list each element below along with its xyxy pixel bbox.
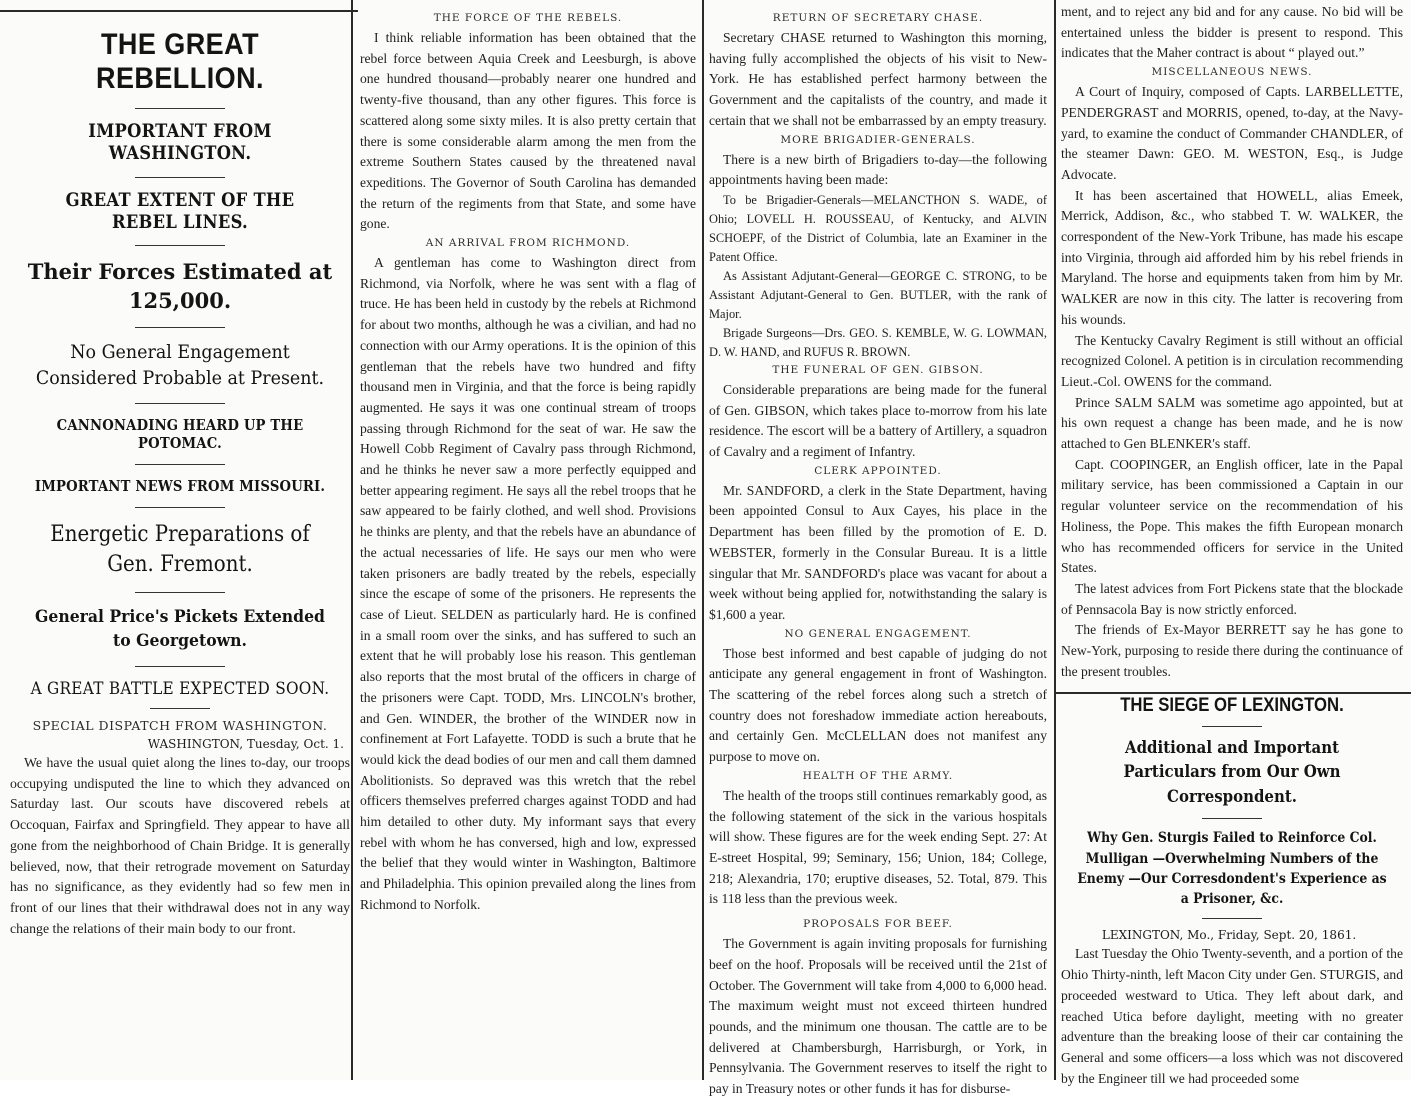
section-subhead: AN ARRIVAL FROM RICHMOND. [425, 237, 631, 250]
headline-divider [1202, 726, 1262, 727]
article-paragraph: The health of the troops still continues remarkably good, as the following statement of the sick in the various hospitals will show. These figures are for the week ending Sept. 27: At E-street Hospital, 99; Seminary, 156; Union, 184; College, 218; Alexandria, 170; eruptive diseases, 52. Total, 879. This is 118 less than the previous week. [709, 787, 1047, 907]
lexington-subheadline: Additional and Important Particulars from Our Own Correspondent. [1123, 737, 1341, 807]
article-paragraph: It has been ascertained that HOWELL, alias Emeek, Merrick, Addison, &c., who stabbed T. W. WALKER, the correspondent of the New-York Tribune, has made his escape into Virginia, through aid afforded him by his rebel friends in Maryland. The horse and equipments taken from him by Mr. WALKER are now in this city. The latter is recovering from his wounds. [1061, 187, 1403, 327]
section-subhead: MORE BRIGADIER-GENERALS. [780, 133, 976, 146]
dateline: LEXINGTON, Mo., Friday, Sept. 20, 1861. [1101, 928, 1357, 943]
dateline: WASHINGTON, Tuesday, Oct. 1. [147, 737, 344, 751]
article-paragraph: Brigade Surgeons—Drs. GEO. S. KEMBLE, W. G. LOWMAN, D. W. HAND, and RUFUS R. BROWN. [709, 325, 1047, 359]
article-paragraph: To be Brigadier-Generals—MELANCTHON S. WADE, of Ohio; LOVELL H. ROUSSEAU, of Kentucky, and ALVIN SCHOEPF, of the District of Columbia, late an Examiner in the Patent Office. [709, 192, 1047, 264]
article-paragraph: There is a new birth of Brigadiers to-day—the following appointments having been made: [709, 151, 1047, 188]
headline-divider [135, 592, 225, 593]
lexington-deck: Why Gen. Sturgis Failed to Reinforce Col. Mulligan —Overwhelming Numbers of the Enemy —Our Corresdondent's Experience as a Prisoner, &c. [1077, 830, 1387, 908]
column-1 [0, 0, 358, 1080]
section-subhead: NO GENERAL ENGAGEMENT. [784, 627, 972, 640]
headline-divider [135, 464, 225, 465]
article-paragraph: Last Tuesday the Ohio Twenty-seventh, and a portion of the Ohio Thirty-ninth, left Macon City under Gen. STURGIS, and proceeded westward to Utica. They left about dark, and reached Utica before daylight, meeting with no greater adventure than the breaking loose of their car containing the General and some officers—a loss which was not discovered by the Engineer till we had proceeded some [1061, 946, 1403, 1086]
headline-divider [1202, 818, 1262, 819]
section-subhead: RETURN OF SECRETARY CHASE. [772, 12, 984, 24]
headline-engagement: No General Engagement Considered Probable at Present. [35, 341, 325, 389]
article-paragraph: Secretary CHASE returned to Washington this morning, having fully accomplished the objects of his visit to New-York. He has established perfect harmony between the Government and the capitalists of the country, and made it certain that we shall not be embarrassed by an empty treasury. [709, 30, 1047, 128]
headline-divider [135, 108, 225, 109]
article-paragraph: The latest advices from Fort Pickens state that the blockade of Pennsacola Bay is now strictly enforced. [1061, 580, 1403, 617]
section-subhead: THE FUNERAL OF GEN. GIBSON. [772, 363, 984, 376]
section-subhead: THE FORCE OF THE REBELS. [433, 12, 623, 24]
article-paragraph: We have the usual quiet along the lines to-day, our troops occupying undisputed the line to which they advanced on Saturday last. Our scouts have discovered rebels at Occoquan, Fairfax and Springfield. They appear to have all gone from the neighborhood of Chain Bridge. It is generally believed, now, that their retrograde movement on Saturday has no significance, as they evidently had so few men in front of our lines that their withdrawal does not in any way change the relations of their main body to our front. [10, 755, 350, 936]
headline-forces: Their Forces Estimated at 125,000. [27, 259, 333, 313]
column-3 [703, 0, 1055, 1097]
article-paragraph: A Court of Inquiry, composed of Capts. LARBELLETTE, PENDERGRAST and MORRIS, opened, to-day, at the Navy-yard, to examine the conduct of Commander CHANDLER, of the steamer Dawn: GEO. M. WESTON, Esq., is Judge Advocate. [1061, 84, 1403, 182]
headline-price: General Price's Pickets Extended to Georgetown. [35, 606, 325, 652]
headline-great-battle: A GREAT BATTLE EXPECTED SOON. [30, 679, 330, 699]
headline-rebel-lines: GREAT EXTENT OF THE REBEL LINES. [65, 188, 295, 233]
headline-washington: IMPORTANT FROM WASHINGTON. [88, 120, 272, 164]
article-paragraph: I think reliable information has been obtained that the rebel force between Aquia Creek and Leesburgh, is above one hundred thousand—probably nearer one hundred and twenty-five thousand, than any other figures. This force is scattered along some sixty miles. It is also pretty certain that there is some considerable alarm among the men from the extreme Southern States caused by the threatened naval expeditions. The Governor of South Carolina has demanded the return of the regiments from that State, and some have gone. [360, 30, 696, 232]
headline-missouri: IMPORTANT NEWS FROM MISSOURI. [34, 477, 326, 496]
article-paragraph: Mr. SANDFORD, a clerk in the State Department, having been appointed Consul to Aux Cayes, his place in the Department has been filled by the promotion of E. D. WEBSTER, formerly in the Consular Bureau. It is a little singular that Mr. SANDFORD's place was vacant for about a week without being applied for, notwithstanding the salary is $1,600 a year. [709, 482, 1047, 622]
section-subhead: PROPOSALS FOR BEEF. [803, 918, 953, 931]
headline-divider [135, 507, 225, 508]
headline-divider [135, 403, 225, 404]
article-paragraph: A gentleman has come to Washington direct from Richmond, via Norfolk, where he was sent with a flag of truce. He has been held in custody by the rebels at Richmond for about two months, although he was a civilian, and had no connection with our Army operations. It is the opinion of this gentleman that the rebels have two hundred and fifty thousand men in Virginia, and that the force is being rapidly augmented. He says it was one continual stream of troops passing through Richmond for the seat of war. He saw the Howell Cobb Regiment of Cavalry pass through Richmond, and he thinks he never saw a more perfectly equipped and better appearing regiment. He says all the rebel troops that he saw appeared to be fairly clothed, and well shod. Provisions he thinks are plenty, and that the rebels have an abundance of the actual necessaries of life. He says our men who were taken prisoners are badly treated by the rebels, especially since the escape of some of the prisoners. He represents the case of Lieut. SELDEN as particularly hard. He is confined in a small room over the sinks, and has suffered to such an extent that he will probably lose his reason. This gentleman also reports that the most brutal of the officers in charge of the prisoners were Capt. TODD, Mrs. LINCOLN's brother, and Gen. WINDER, the brother of the WINDER now in confinement at Fort Lafayette. TODD is such a brute that he would kick the dead bodies of our men and call them damned Abolitionists. So depraved was this wretch that the rebel officers themselves preferred charges against TODD and had him detailed to other duty. My informant says that every rebel with whom he has conversed, high and low, expressed the belief that they would winter in Washington, Baltimore and Philadelphia. This opinion prevailed along the lines from Richmond to Norfolk. [360, 255, 696, 912]
article-paragraph: The Government is again inviting proposals for furnishing beef on the hoof. Proposals will be received until the 21st of October. The Government will take from 4,000 to 6,000 head. The maximum weight must not exceed thirteen hundred pounds, and the minimum one thousan. The cattle are to be delivered at Chambersburgh, Harrisburgh, or York, in Pennsylvania. The Government reserves to itself the right to pay in Treasury notes or other funds it has for disburse- [709, 936, 1047, 1097]
article-paragraph: Prince SALM SALM was sometime ago appointed, but at his own request a change has been made, and he is now attached to Gen BLENKER's staff. [1061, 394, 1403, 452]
headline-divider [135, 245, 225, 246]
headline-divider [135, 666, 225, 667]
headline-cannonading: CANNONADING HEARD UP THE POTOMAC. [56, 416, 304, 453]
article-paragraph: The Kentucky Cavalry Regiment is still without an official recognized Colonel. A petition is in circulation recommending Lieut.-Col. OWENS for the command. [1061, 332, 1403, 389]
article-paragraph: As Assistant Adjutant-General—GEORGE C. STRONG, to be Assistant Adjutant-General to Gen. BUTLER, with the rank of Major. [709, 268, 1047, 321]
lexington-headline: THE SIEGE OF LEXINGTON. [1120, 694, 1344, 716]
column-2 [352, 0, 704, 1080]
headline-divider [1202, 918, 1262, 919]
article-paragraph: ment, and to reject any bid and for any cause. No bid will be entertained unless the bidder is present to respond. This indicates that the Maher contract is about “ played out.” [1061, 4, 1403, 61]
section-subhead: HEALTH OF THE ARMY. [802, 769, 954, 782]
headline-fremont: Energetic Preparations of Gen. Fremont. [50, 522, 310, 578]
article-paragraph: Capt. COOPINGER, an English officer, late in the Papal military service, has been commissioned a Captain in our regular volunteer service on the recommendation of his Holiness, the Pope. This makes the fifth European monarch who has recommended officers for service in the United States. [1061, 456, 1403, 576]
headline-divider [135, 327, 225, 328]
main-headline: THE GREAT REBELLION. [95, 28, 264, 95]
article-paragraph: The friends of Ex-Mayor BERRETT say he has gone to New-York, purposing to reside there during the continuance of the present troubles. [1061, 622, 1403, 679]
section-subhead: MISCELLANEOUS NEWS. [1151, 66, 1313, 79]
dispatch-title: SPECIAL DISPATCH FROM WASHINGTON. [32, 718, 328, 733]
column-4 [1055, 0, 1411, 1086]
article-paragraph: Those best informed and best capable of judging do not anticipate any general engagement in front of Washington. The scattering of the rebel forces along such a stretch of country does not foreshadow immediate action hereabouts, and certainly Gen. McCLELLAN does not manifest any purpose to move on. [709, 645, 1047, 765]
headline-divider [135, 177, 225, 178]
article-paragraph: Considerable preparations are being made for the funeral of Gen. GIBSON, which takes place to-morrow from his late residence. The escort will be a battery of Artillery, a squadron of Cavalry and a regiment of Infantry. [709, 381, 1047, 460]
headline-divider [150, 708, 210, 709]
section-subhead: CLERK APPOINTED. [814, 464, 942, 477]
